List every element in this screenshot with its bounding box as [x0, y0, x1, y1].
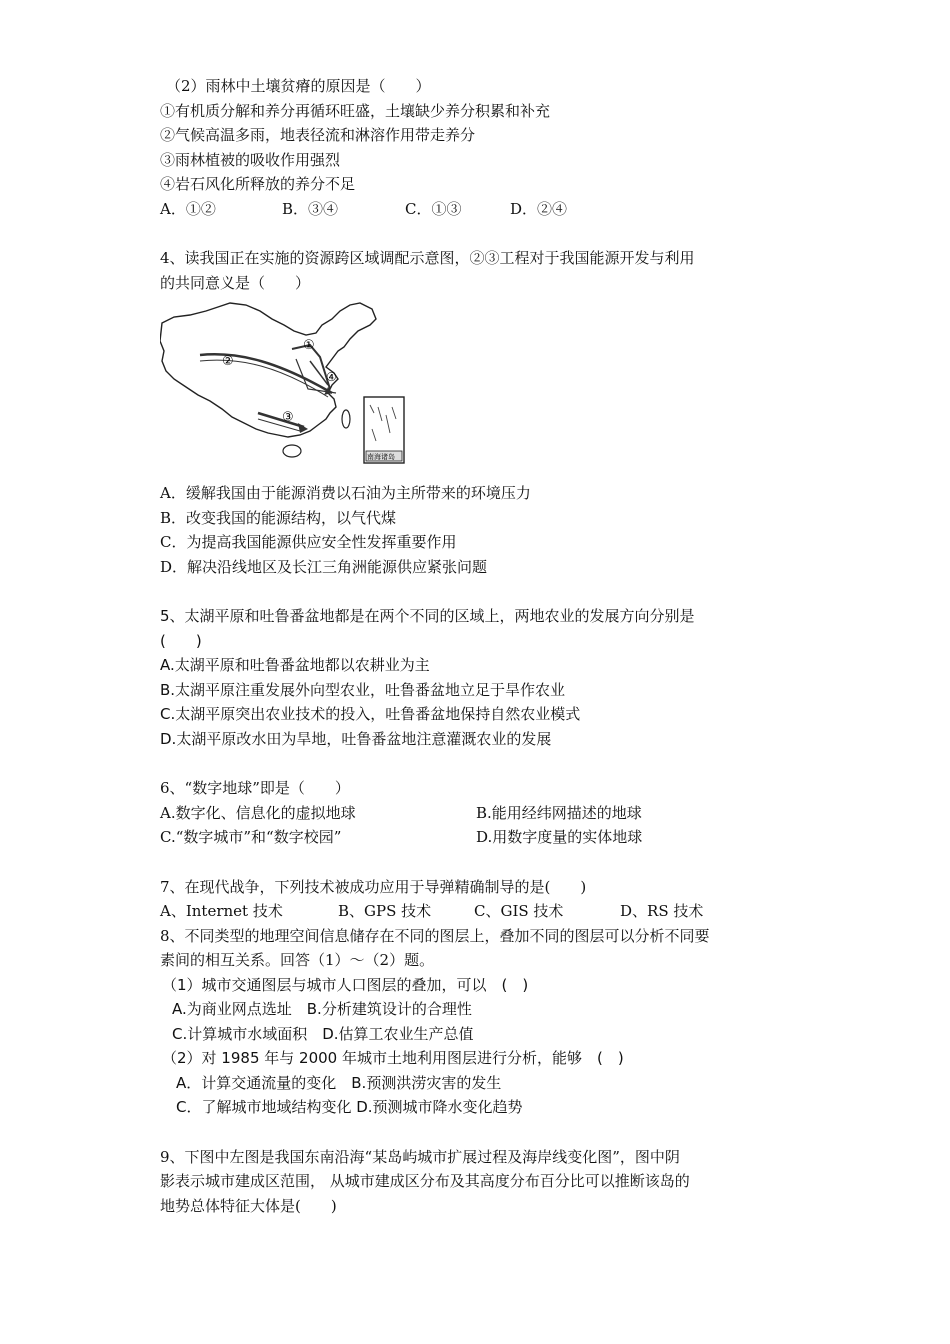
- q3-option-a: A．①②: [160, 199, 216, 218]
- china-map-figure: [160, 301, 420, 471]
- map-marker-1: ①: [303, 338, 315, 353]
- q5-stem-line1: 5、太湖平原和吐鲁番盆地都是在两个不同的区域上，两地农业的发展方向分别是: [160, 607, 695, 625]
- q4-stem-line1: 4、读我国正在实施的资源跨区域调配示意图，②③工程对于我国能源开发与利用: [160, 249, 695, 267]
- q5-option-a: A.太湖平原和吐鲁番盆地都以农耕业为主: [160, 656, 430, 674]
- q3-stem: （2）雨林中土壤贫瘠的原因是（ ）: [166, 77, 431, 95]
- document-page: [160, 74, 800, 1218]
- q4-stem-line2: 的共同意义是（ ）: [160, 273, 311, 292]
- q8-stem-line1: 8、不同类型的地理空间信息储存在不同的图层上，叠加不同的图层可以分析不同要: [160, 926, 710, 945]
- china-resource-map: [160, 301, 420, 471]
- q6-option-a: A.数字化、信息化的虚拟地球: [160, 803, 356, 822]
- q8-sub2-stem: （2）对 1985 年与 2000 年城市土地利用图层进行分析，能够 ( ): [162, 1049, 624, 1067]
- q6-option-c: C.“数字城市”和“数字校园”: [160, 828, 342, 846]
- hainan-island: [283, 445, 301, 457]
- q7-stem: 7、在现代战争，下列技术被成功应用于导弹精确制导的是( ): [160, 877, 587, 896]
- q7-option-b: B、GPS 技术: [338, 902, 432, 920]
- q6-stem: 6、“数字地球”即是（ ）: [160, 779, 350, 797]
- q8-sub1-stem: （1）城市交通图层与城市人口图层的叠加，可以 ( ): [162, 975, 529, 994]
- q6-option-d: D.用数字度量的实体地球: [476, 828, 643, 846]
- q4-option-c: C．为提高我国能源供应安全性发挥重要作用: [160, 533, 457, 551]
- q9-stem-line2: 影表示城市建成区范围， 从城市建成区分布及其高度分布百分比可以推断该岛的: [160, 1172, 690, 1190]
- q4-option-a: A．缓解我国由于能源消费以石油为主所带来的环境压力: [160, 484, 531, 502]
- q8-sub2-options-row1: A．计算交通流量的变化 B.预测洪涝灾害的发生: [176, 1073, 502, 1092]
- map-marker-2: ②: [222, 354, 234, 369]
- q3-option-c: C．①③: [405, 199, 462, 218]
- map-marker-3: ③: [282, 410, 294, 425]
- q8-sub2-options-row2: C．了解城市地域结构变化 D.预测城市降水变化趋势: [176, 1098, 523, 1116]
- q4-option-b: B．改变我国的能源结构，以气代煤: [160, 508, 397, 527]
- q3-option-d: D．②④: [510, 199, 568, 218]
- q5-option-c: C.太湖平原突出农业技术的投入，吐鲁番盆地保持自然农业模式: [160, 705, 581, 723]
- map-marker-4: ④: [326, 370, 337, 384]
- q9-stem-line1: 9、下图中左图是我国东南沿海“某岛屿城市扩展过程及海岸线变化图”，图中阴: [160, 1147, 680, 1166]
- q5-option-d: D.太湖平原改水田为旱地，吐鲁番盆地注意灌溉农业的发展: [160, 729, 552, 748]
- q3-options: [160, 197, 800, 222]
- q4-option-d: D．解决沿线地区及长江三角洲能源供应紧张问题: [160, 557, 488, 576]
- q8-stem-line2: 素间的相互关系。回答（1）～（2）题。: [160, 951, 435, 969]
- q8-sub1-options-row1: A.为商业网点选址 B.分析建筑设计的合理性: [172, 1000, 472, 1018]
- q5-option-b: B.太湖平原注重发展外向型农业，吐鲁番盆地立足于旱作农业: [160, 680, 566, 699]
- q6-options-row2: [160, 825, 800, 850]
- q7-option-d: D、RS 技术: [620, 902, 704, 920]
- q6-option-b: B.能用经纬网描述的地球: [476, 803, 642, 822]
- q3-item-3: ③雨林植被的吸收作用强烈: [160, 150, 341, 169]
- q7-options: [160, 899, 800, 924]
- inset-label: 南海诸岛: [367, 453, 395, 461]
- q5-stem-line2: ( ): [160, 631, 202, 650]
- q8-sub1-options-row2: C.计算城市水域面积 D.估算工农业生产总值: [172, 1024, 474, 1043]
- q7-option-c: C、GIS 技术: [474, 902, 564, 920]
- q3-item-4: ④岩石风化所释放的养分不足: [160, 175, 356, 193]
- taiwan-island: [342, 410, 350, 428]
- q6-options-row1: [160, 801, 800, 826]
- q3-item-2: ②气候高温多雨，地表径流和淋溶作用带走养分: [160, 126, 476, 144]
- q7-option-a: A、Internet 技术: [160, 902, 283, 920]
- q3-option-b: B．③④: [282, 199, 339, 218]
- q9-stem-line3: 地势总体特征大体是( ): [160, 1196, 337, 1215]
- q3-item-1: ①有机质分解和养分再循环旺盛，土壤缺少养分积累和补充: [160, 101, 551, 120]
